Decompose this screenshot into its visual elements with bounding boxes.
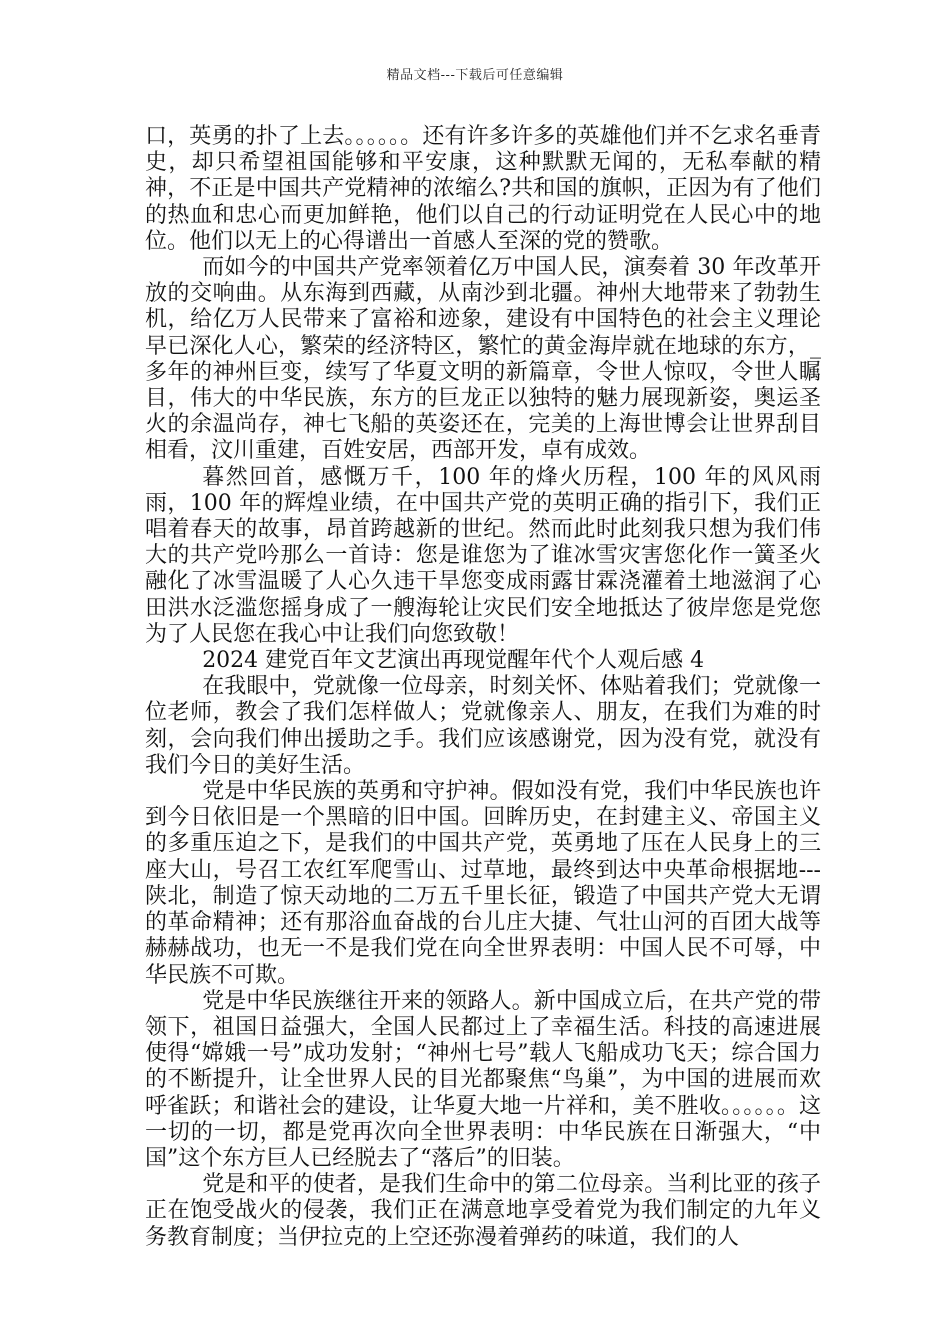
- paragraph: 党是和平的使者，是我们生命中的第二位母亲。当利比亚的孩子正在饱受战火的侵袭，我们正在满意地享受着党为我们制定的九年义务教育制度；当伊拉克的上空还弥漫着弹药的味道，我们的人: [145, 1172, 821, 1250]
- document-body: [145, 124, 821, 1251]
- section-title: 2024 建党百年文艺演出再现觉醒年代个人观后感 4: [202, 648, 705, 674]
- page-header: 精品文档---下载后可任意编辑: [386, 68, 564, 83]
- paragraph: 而如今的中国共产党率领着亿万中国人民，演奏着 30 年改革开放的交响曲。从东海到西藏，从南沙到北疆。神州大地带来了勃勃生机，给亿万人民带来了富裕和迹象，建设有中国特色的社会主义理论早已深化人心，繁荣的经济特区，繁忙的黄金海岸就在地球的东方，_多年的神州巨变，续写了华夏文明的新篇章，令世人惊叹，令世人瞩目，伟大的中华民族，东方的巨龙正以独特的魅力展现新姿，奥运圣火的余温尚存，神七飞船的英姿还在，完美的上海世博会让世界刮目相看，汶川重建，百姓安居，西部开发，卓有成效。: [145, 255, 821, 464]
- paragraph: 党是中华民族的英勇和守护神。假如没有党，我们中华民族也许到今日依旧是一个黑暗的旧中国。回眸历史，在封建主义、帝国主义的多重压迫之下，是我们的中国共产党，英勇地了压在人民身上的三座大山，号召工农红军爬雪山、过草地，最终到达中央革命根据地---陕北，制造了惊天动地的二万五千里长征，锻造了中国共产党大无谓的革命精神；还有那浴血奋战的台儿庄大捷、气壮山河的百团大战等赫赫战功，也无一不是我们党在向全世界表明：中国人民不可辱，中华民族不可欺。: [145, 779, 821, 988]
- paragraph: 党是中华民族继往开来的领路人。新中国成立后，在共产党的带领下，祖国日益强大，全国人民都过上了幸福生活。科技的高速进展使得“嫦娥一号”成功发射；“神州七号”载人飞船成功飞天；综合国力的不断提升，让全世界人民的目光都聚焦“鸟巢”，为中国的进展而欢呼雀跃；和谐社会的建设，让华夏大地一片祥和，美不胜收。。。。。。这一切的一切，都是党再次向全世界表明：中华民族在日渐强大，“中国”这个东方巨人已经脱去了“落后”的旧装。: [145, 988, 821, 1171]
- paragraph: 暮然回首，感慨万千，100 年的烽火历程，100 年的风风雨雨，100 年的辉煌业绩，在中国共产党的英明正确的指引下，我们正唱着春天的故事，昂首跨越新的世纪。然而此时此刻我只想为我们伟大的共产党吟那么一首诗：您是谁您为了谁冰雪灾害您化作一簧圣火融化了冰雪温暖了人心久违干旱您变成雨露甘霖浇灌着土地滋润了心田洪水泛滥您摇身成了一艘海轮让灾民们安全地抵达了彼岸您是党您为了人民您在我心中让我们向您致敬！: [145, 464, 821, 647]
- paragraph: 在我眼中，党就像一位母亲，时刻关怀、体贴着我们；党就像一位老师，教会了我们怎样做人；党就像亲人、朋友，在我们为难的时刻，会向我们伸出援助之手。我们应该感谢党，因为没有党，就没有我们今日的美好生活。: [145, 674, 821, 778]
- paragraph: 口，英勇的扑了上去。。。。。。还有许多许多的英雄他们并不乞求名垂青史，却只希望祖国能够和平安康，这种默默无闻的，无私奉献的精神，不正是中国共产党精神的浓缩么?共和国的旗帜，正因为有了他们的热血和忠心而更加鲜艳，他们以自己的行动证明党在人民心中的地位。他们以无上的心得谱出一首感人至深的党的赞歌。: [145, 124, 821, 254]
